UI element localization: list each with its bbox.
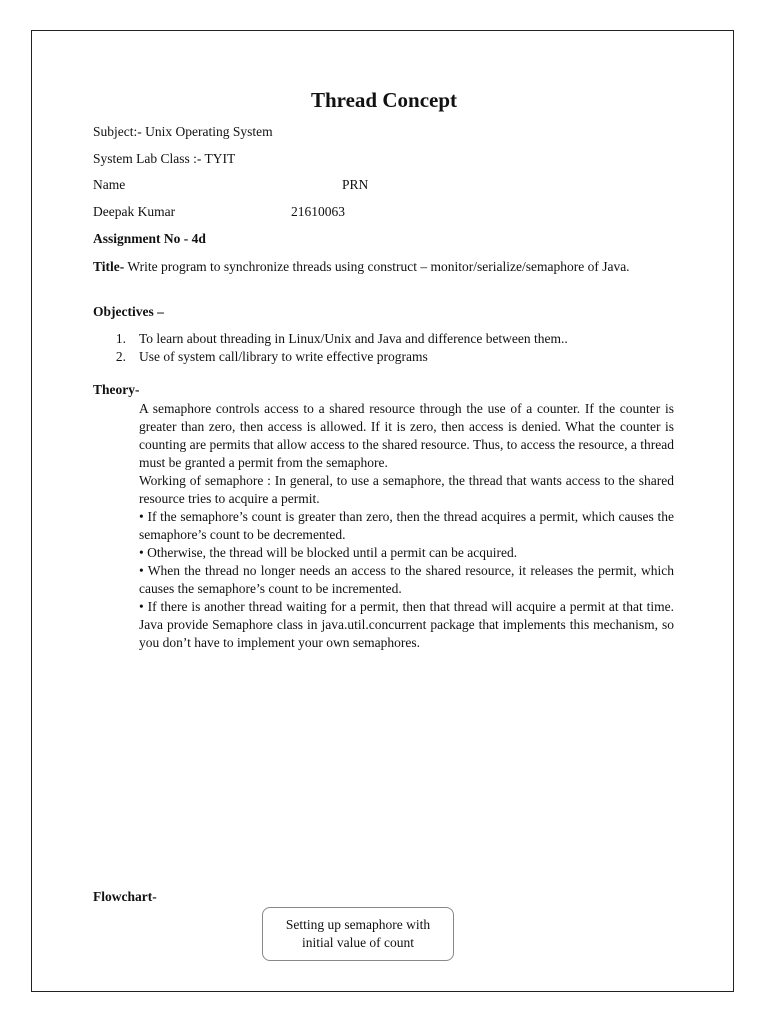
theory-paragraph: A semaphore controls access to a shared resource through the use of a counter. If the counter is greater than zero, then access is allowed. If it is zero, then access is denied. What the counter is counting are permits that allow access to the shared resource. Thus, to access the resource, a thread must be granted a permit from the semaphore.: [139, 401, 674, 470]
title-label: Title-: [93, 259, 125, 274]
theory-paragraph: • Otherwise, the thread will be blocked until a permit can be acquired.: [139, 545, 518, 560]
title-text: Write program to synchronize threads using construct – monitor/serialize/semaphore of Java.: [124, 259, 630, 274]
student-name: Deepak Kumar: [93, 204, 176, 219]
subject-line: Subject:- Unix Operating System: [93, 124, 273, 139]
theory-paragraph: • If the semaphore’s count is greater than zero, then the thread acquires a permit, which causes the semaphore’s count to be decremented.: [139, 509, 674, 542]
student-prn: 21610063: [291, 204, 345, 219]
list-number: 2.: [115, 349, 126, 364]
list-item: [93, 348, 674, 366]
theory-body: [139, 400, 674, 652]
flowchart-heading: Flowchart-: [93, 889, 157, 904]
theory-paragraph: • If there is another thread waiting for a permit, then that thread will acquire a permit at that time. Java provide Semaphore class in java.util.concurrent package that implements this mechanism, so you don’t have to implement your own semaphores.: [139, 599, 674, 650]
flowchart-start-box: [262, 907, 454, 961]
theory-paragraph: Working of semaphore : In general, to use a semaphore, the thread that wants access to the shared resource tries to acquire a permit.: [139, 473, 674, 506]
document-title: Thread Concept: [310, 88, 458, 112]
assignment-number: Assignment No - 4d: [93, 231, 206, 246]
prn-label: PRN: [342, 177, 369, 192]
list-number: 1.: [115, 331, 126, 346]
list-text: To learn about threading in Linux/Unix and Java and difference between them..: [139, 331, 568, 346]
theory-paragraph: • When the thread no longer needs an access to the shared resource, it releases the permit, which causes the semaphore’s count to be incremented.: [139, 563, 674, 596]
lab-class-line: System Lab Class :- TYIT: [93, 151, 236, 166]
objectives-heading: Objectives –: [93, 304, 164, 319]
list-item: [93, 330, 674, 348]
theory-heading: Theory-: [93, 382, 140, 397]
list-text: Use of system call/library to write effective programs: [139, 349, 428, 364]
assignment-title: [93, 258, 674, 276]
name-label: Name: [93, 177, 126, 192]
objectives-list: [93, 330, 674, 366]
flowchart-box-text: Setting up semaphore with initial value of count: [285, 917, 431, 950]
